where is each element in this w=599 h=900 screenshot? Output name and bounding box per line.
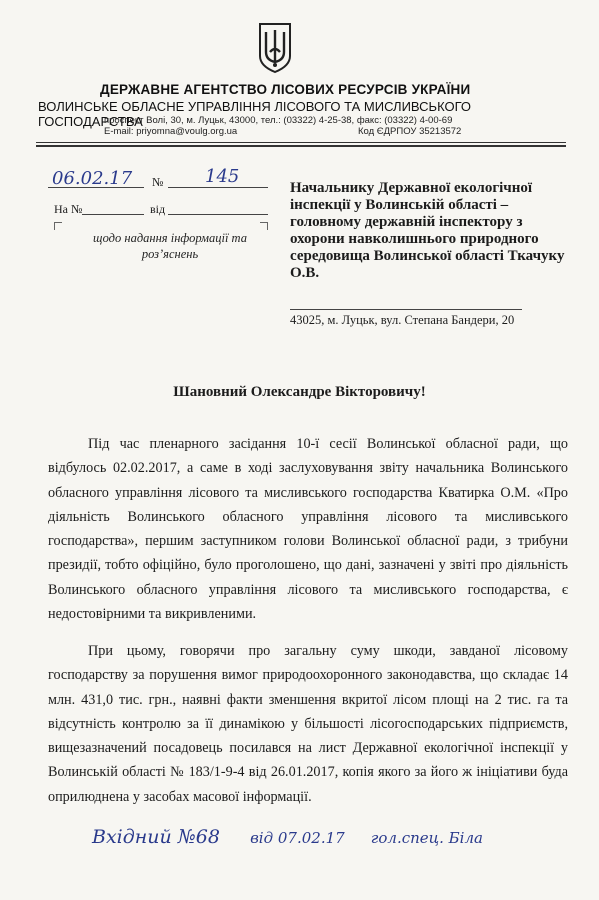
recipient-line: [290, 309, 522, 310]
greeting: Шановний Олександре Вікторовичу!: [173, 384, 426, 400]
header-divider: [36, 142, 566, 143]
date-line: [48, 187, 144, 188]
number-line: [168, 187, 268, 188]
number-label: №: [152, 175, 164, 189]
department-name: ВОЛИНСЬКЕ ОБЛАСНЕ УПРАВЛІННЯ ЛІСОВОГО ТА МИСЛИВСЬКОГО ГОСПОДАРСТВА: [38, 99, 472, 129]
sender-email: E-mail: priyomna@voulg.org.ua: [104, 126, 238, 137]
edrpou-code: Код ЄДРПОУ 35213572: [358, 126, 462, 137]
agency-name: ДЕРЖАВНЕ АГЕНТСТВО ЛІСОВИХ РЕСУРСІВ УКРАЇНИ: [100, 82, 471, 97]
from-label: від: [150, 202, 166, 216]
outgoing-date: 06.02.17: [52, 168, 133, 189]
incoming-registration-note: [92, 826, 483, 848]
outgoing-number: 145: [205, 166, 240, 187]
body-paragraph-1: Під час пленарного засідання 10-ї сесії Волинської обласної ради, що відбулось 02.02.2017, а саме в ході заслуховування звіту начальника Волинського обласного управління лісового та мисливського господарства Кватирка О.М. «Про діяльність Волинського обласного управління лісового та мисливського господарства», першим заступником голови Волинської обласної ради, з трибуни президії, тобто офіційно, було проголошено, що дані, зазначені у звіті про діяльність Волинського обласного управління лісового та мисливського господарства, є недостовірними та викривленими.: [48, 436, 568, 623]
on-number-line: [82, 214, 144, 215]
subject-bracket-right: [260, 222, 268, 230]
incoming-signature: гол.спец. Біла: [370, 829, 483, 847]
incoming-date: від 07.02.17: [250, 829, 345, 847]
body-paragraph-2: При цьому, говорячи про загальну суму шкоди, завданої лісовому господарству за порушення вимог природоохоронного законодавства, що складає 14 млн. 431,0 тис. грн., наявні факти зменшення вкритої лісом площі на 2 тис. га та відсутність контролю за її динамікою у більшості лісогосподарських підприємств, вищезазначений посадовець посилався на лист Державної екологічної інспекції у Волинській області № 183/1-9-4 від 26.01.2017, копія якого за його ж ініціативи буда оприлюднена у засобах масової інформації.: [48, 643, 568, 805]
subject-bracket-left: [54, 222, 62, 230]
trident-emblem-icon: [258, 22, 292, 74]
header-divider-thick: [36, 145, 566, 147]
letter-subject: щодо надання інформації та роз’яснень: [93, 231, 247, 261]
incoming-number: Вхідний №68: [92, 826, 220, 848]
recipient-address: 43025, м. Луцьк, вул. Степана Бандери, 20: [290, 313, 515, 327]
recipient-block: Начальнику Державної екологічної інспекції у Волинській області – головному державній інспектору з охорони навколишнього природного середовища Волинської області Ткачуку О.В.: [290, 180, 565, 281]
sender-address: проспект Волі, 30, м. Луцьк, 43000, тел.: (03322) 4-25-38, факс: (03322) 4-00-69: [104, 115, 453, 126]
on-number-label: На №: [54, 202, 83, 216]
from-line: [168, 214, 268, 215]
